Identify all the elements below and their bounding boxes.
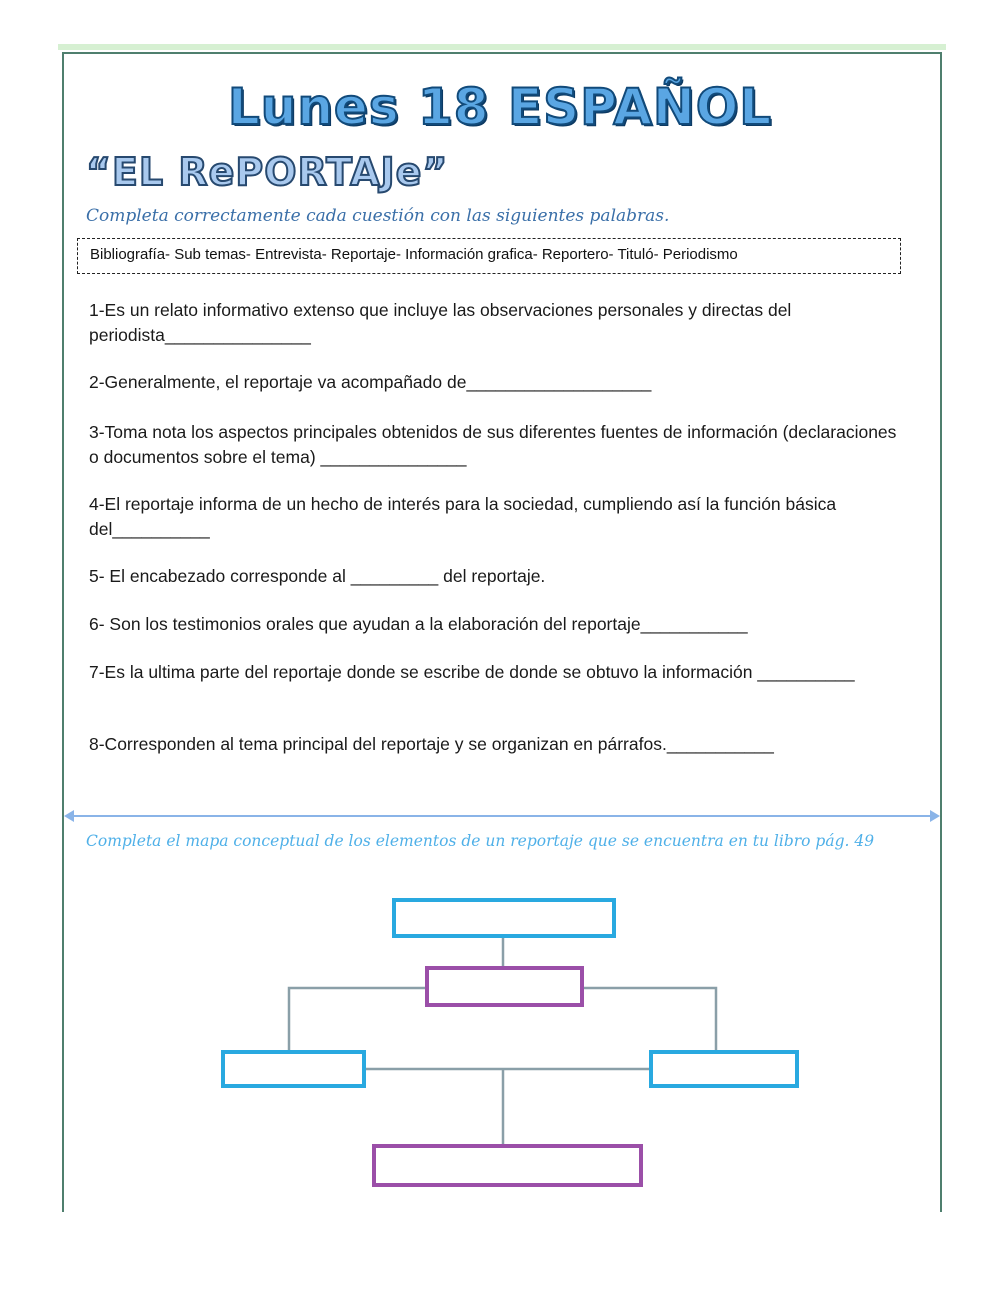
question-3: 3-Toma nota los aspectos principales obtenidos de sus diferentes fuentes de información (declaraciones o documentos sobre el tema) _______________ (89, 422, 897, 467)
question-4: 4-El reportaje informa de un hecho de interés para la sociedad, cumpliendo así la función básica del__________ (89, 494, 837, 539)
concept-box-bottom[interactable] (374, 1146, 641, 1185)
question-8: 8-Corresponden al tema principal del reportaje y se organizan en párrafos.___________ (89, 734, 774, 754)
question-1: 1-Es un relato informativo extenso que incluye las observaciones personales y directas del periodista_______________ (89, 300, 792, 345)
instruction-text: Completa correctamente cada cuestión con las siguientes palabras. (86, 206, 670, 226)
concept-box-center[interactable] (427, 968, 582, 1005)
concept-box-top[interactable] (394, 900, 614, 936)
concept-box-left[interactable] (223, 1052, 364, 1086)
connector-right (582, 988, 716, 1052)
worksheet-subtitle: “EL RePORTAJe” (86, 150, 449, 194)
page-title: Lunes 18 ESPAÑOL (227, 78, 773, 136)
question-7: 7-Es la ultima parte del reportaje donde se escribe de donde se obtuvo la información __________ (89, 662, 855, 682)
question-2: 2-Generalmente, el reportaje va acompañado de___________________ (89, 372, 652, 392)
concept-box-right[interactable] (651, 1052, 797, 1086)
connector-left (289, 988, 427, 1052)
concept-map-instruction: Completa el mapa conceptual de los elementos de un reportaje que se encuentra en tu libro pág. 49 (86, 832, 875, 850)
question-6: 6- Son los testimonios orales que ayudan a la elaboración del reportaje___________ (89, 614, 748, 634)
question-5: 5- El encabezado corresponde al _________ del reportaje. (89, 566, 546, 586)
word-bank: Bibliografía- Sub temas- Entrevista- Reportaje- Información grafica- Reportero- Tituló- Periodismo (77, 238, 901, 274)
